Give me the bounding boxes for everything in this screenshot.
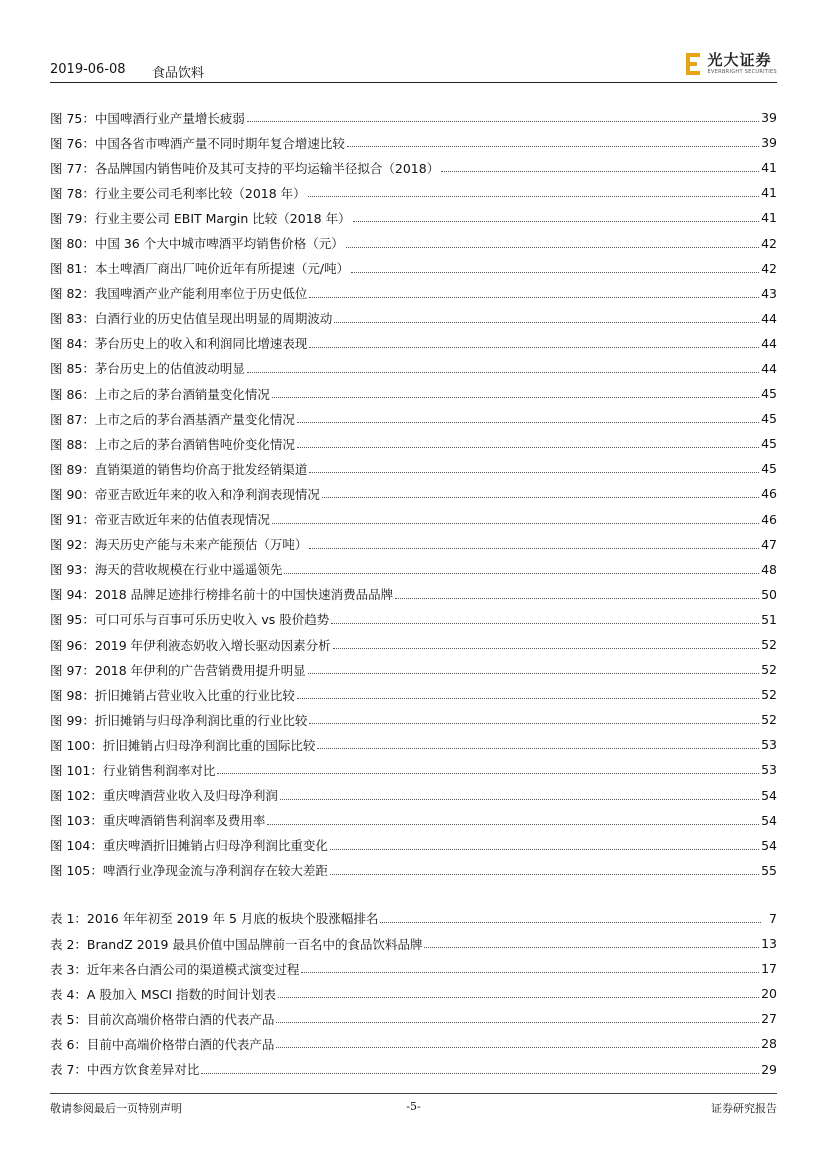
toc-entry-title: 表 6：目前中高端价格带白酒的代表产品 — [50, 1036, 275, 1052]
logo-chinese-name: 光大证券 — [707, 51, 772, 69]
dot-leader — [330, 849, 759, 850]
toc-entry-page: 54 — [761, 787, 777, 803]
toc-entry-title: 图 97：2018 年伊利的广告营销费用提升明显 — [50, 662, 306, 678]
toc-entry-title: 表 4：A 股加入 MSCI 指数的时间计划表 — [50, 986, 277, 1002]
toc-entry-title: 图 83：白酒行业的历史估值呈现出明显的周期波动 — [50, 311, 333, 327]
figure-toc-entry[interactable] — [50, 808, 777, 833]
figure-toc-entry[interactable] — [50, 732, 777, 757]
figure-toc-entry[interactable] — [50, 532, 777, 557]
table-of-contents — [50, 105, 777, 1082]
toc-entry-page: 13 — [761, 936, 777, 952]
figure-toc-entry[interactable] — [50, 381, 777, 406]
table-toc-entry[interactable] — [50, 956, 777, 981]
figure-toc-entry[interactable] — [50, 406, 777, 431]
figure-toc-entry[interactable] — [50, 431, 777, 456]
dot-leader — [297, 698, 759, 699]
toc-entry-title: 图 92：海天历史产能与未来产能预估（万吨） — [50, 537, 308, 553]
dot-leader — [201, 1073, 759, 1074]
figure-toc-entry[interactable] — [50, 205, 777, 230]
figure-toc-entry[interactable] — [50, 682, 777, 707]
dot-leader — [380, 922, 761, 923]
toc-entry-page: 44 — [761, 335, 777, 351]
dot-leader — [309, 723, 759, 724]
table-toc-entry[interactable] — [50, 931, 777, 956]
dot-leader — [353, 221, 760, 222]
dot-leader — [395, 598, 759, 599]
figure-toc-entry[interactable] — [50, 155, 777, 180]
page-footer — [50, 1093, 777, 1118]
logo-english-name: EVERBRIGHT SECURITIES — [707, 69, 777, 75]
toc-entry-title: 图 88：上市之后的茅台酒销售吨价变化情况 — [50, 436, 295, 452]
toc-entry-title: 表 2：BrandZ 2019 最具价值中国品牌前一百名中的食品饮料品牌 — [50, 936, 423, 952]
toc-entry-page: 55 — [761, 862, 777, 878]
toc-entry-title: 图 80：中国 36 个大中城市啤酒平均销售价格（元） — [50, 236, 344, 252]
toc-entry-page: 28 — [761, 1036, 777, 1052]
toc-entry-title: 图 78：行业主要公司毛利率比较（2018 年） — [50, 185, 306, 201]
dot-leader — [309, 472, 759, 473]
figure-toc-entry[interactable] — [50, 281, 777, 306]
toc-entry-title: 图 95：可口可乐与百事可乐历史收入 vs 股价趋势 — [50, 612, 330, 628]
toc-entry-title: 图 93：海天的营收规模在行业中遥遥领先 — [50, 562, 283, 578]
toc-entry-page: 53 — [761, 737, 777, 753]
toc-entry-page: 7 — [769, 910, 777, 926]
toc-entry-title: 图 99：折旧摊销与归母净利润比重的行业比较 — [50, 712, 308, 728]
toc-entry-page: 50 — [761, 586, 777, 602]
toc-entry-title: 图 105：啤酒行业净现金流与净利润存在较大差距 — [50, 863, 328, 879]
toc-entry-title: 表 5：目前次高端价格带白酒的代表产品 — [50, 1011, 275, 1027]
figure-toc-entry[interactable] — [50, 105, 777, 130]
toc-entry-page: 46 — [761, 486, 777, 502]
toc-entry-page: 44 — [761, 360, 777, 376]
toc-entry-title: 表 3：近年来各白酒公司的渠道模式演变过程 — [50, 961, 300, 977]
figure-toc-entry[interactable] — [50, 130, 777, 155]
table-toc-entry[interactable] — [50, 906, 777, 931]
toc-entry-title: 图 90：帝亚吉欧近年来的收入和净利润表现情况 — [50, 486, 320, 502]
dot-leader — [247, 121, 759, 122]
dot-leader — [297, 422, 759, 423]
dot-leader — [309, 347, 759, 348]
toc-entry-page: 17 — [761, 961, 777, 977]
toc-entry-page: 27 — [761, 1011, 777, 1027]
toc-entry-title: 图 104：重庆啤酒折旧摊销占归母净利润比重变化 — [50, 838, 328, 854]
toc-entry-page: 45 — [761, 461, 777, 477]
toc-entry-page: 46 — [761, 511, 777, 527]
toc-entry-page: 52 — [761, 662, 777, 678]
figure-toc-entry[interactable] — [50, 582, 777, 607]
figure-toc-entry[interactable] — [50, 783, 777, 808]
figure-toc-entry[interactable] — [50, 557, 777, 582]
toc-entry-title: 图 84：茅台历史上的收入和利润同比增速表现 — [50, 336, 308, 352]
dot-leader — [351, 272, 759, 273]
dot-leader — [276, 1022, 759, 1023]
dot-leader — [308, 196, 759, 197]
figure-toc-entry[interactable] — [50, 306, 777, 331]
dot-leader — [346, 247, 759, 248]
figure-toc-entry[interactable] — [50, 180, 777, 205]
toc-entry-page: 54 — [761, 812, 777, 828]
toc-entry-title: 图 102：重庆啤酒营业收入及归母净利润 — [50, 788, 278, 804]
toc-entry-page: 43 — [761, 285, 777, 301]
dot-leader — [317, 748, 759, 749]
toc-entry-title: 图 103：重庆啤酒销售利润率及费用率 — [50, 813, 266, 829]
dot-leader — [247, 372, 759, 373]
toc-entry-page: 52 — [761, 712, 777, 728]
toc-entry-page: 44 — [761, 310, 777, 326]
table-toc-entry[interactable] — [50, 1006, 777, 1031]
toc-entry-title: 图 94：2018 品牌足迹排行榜排名前十的中国快速消费品品牌 — [50, 587, 394, 603]
dot-leader — [278, 997, 759, 998]
dot-leader — [424, 947, 759, 948]
dot-leader — [347, 146, 759, 147]
report-sector: 食品饮料 — [152, 66, 205, 81]
page-header — [50, 50, 777, 83]
toc-entry-title: 图 85：茅台历史上的估值波动明显 — [50, 361, 245, 377]
dot-leader — [301, 972, 759, 973]
toc-entry-title: 图 82：我国啤酒产业产能利用率位于历史低位 — [50, 286, 308, 302]
toc-entry-title: 图 79：行业主要公司 EBIT Margin 比较（2018 年） — [50, 210, 351, 226]
everbright-logo-icon — [685, 52, 703, 76]
toc-entry-title: 图 98：折旧摊销占营业收入比重的行业比较 — [50, 687, 295, 703]
dot-leader — [308, 673, 759, 674]
dot-leader — [309, 297, 759, 298]
footer-disclaimer: 敬请参阅最后一页特别声明 — [50, 1102, 182, 1115]
toc-entry-title: 图 75：中国啤酒行业产量增长疲弱 — [50, 110, 245, 126]
toc-entry-page: 45 — [761, 411, 777, 427]
toc-entry-page: 45 — [761, 436, 777, 452]
company-logo — [685, 50, 777, 78]
report-date: 2019-06-08 — [50, 62, 126, 77]
toc-entry-page: 42 — [761, 260, 777, 276]
figure-toc-entry[interactable] — [50, 256, 777, 281]
dot-leader — [297, 447, 759, 448]
toc-entry-page: 48 — [761, 561, 777, 577]
toc-entry-page: 41 — [761, 160, 777, 176]
toc-entry-title: 图 87：上市之后的茅台酒基酒产量变化情况 — [50, 411, 295, 427]
dot-leader — [272, 523, 759, 524]
toc-entry-page: 20 — [761, 986, 777, 1002]
toc-entry-page: 29 — [761, 1061, 777, 1077]
table-toc-entry[interactable] — [50, 981, 777, 1006]
toc-entry-title: 图 96：2019 年伊利液态奶收入增长驱动因素分析 — [50, 637, 331, 653]
dot-leader — [330, 874, 759, 875]
toc-entry-page: 41 — [761, 210, 777, 226]
toc-entry-page: 41 — [761, 185, 777, 201]
figure-toc-entry[interactable] — [50, 632, 777, 657]
figure-toc-entry[interactable] — [50, 607, 777, 632]
toc-entry-title: 图 86：上市之后的茅台酒销量变化情况 — [50, 386, 270, 402]
toc-entry-title: 图 89：直销渠道的销售均价高于批发经销渠道 — [50, 461, 308, 477]
toc-entry-page: 39 — [761, 110, 777, 126]
toc-entry-page: 54 — [761, 837, 777, 853]
toc-entry-page: 51 — [761, 611, 777, 627]
figure-toc-entry[interactable] — [50, 230, 777, 255]
dot-leader — [272, 397, 759, 398]
figure-toc-entry[interactable] — [50, 657, 777, 682]
figure-toc-entry[interactable] — [50, 456, 777, 481]
dot-leader — [331, 623, 759, 624]
figure-toc-entry[interactable] — [50, 356, 777, 381]
dot-leader — [334, 322, 759, 323]
toc-entry-page: 52 — [761, 637, 777, 653]
toc-entry-page: 52 — [761, 687, 777, 703]
figure-toc-entry[interactable] — [50, 707, 777, 732]
toc-entry-title: 图 81：本土啤酒厂商出厂吨价近年有所提速（元/吨） — [50, 261, 350, 277]
toc-entry-title: 表 1：2016 年年初至 2019 年 5 月底的板块个股涨幅排名 — [50, 911, 379, 927]
figure-list — [50, 105, 777, 883]
figure-toc-entry[interactable] — [50, 331, 777, 356]
toc-entry-title: 图 101：行业销售利润率对比 — [50, 762, 216, 778]
toc-entry-title: 表 7：中西方饮食差异对比 — [50, 1062, 200, 1078]
table-toc-entry[interactable] — [50, 1031, 777, 1056]
page-number: -5- — [406, 1100, 421, 1113]
toc-entry-title: 图 77：各品牌国内销售吨价及其可支持的平均运输半径拟合（2018） — [50, 160, 440, 176]
dot-leader — [441, 171, 759, 172]
figure-toc-entry[interactable] — [50, 481, 777, 506]
toc-entry-page: 39 — [761, 135, 777, 151]
dot-leader — [322, 497, 759, 498]
table-toc-entry[interactable] — [50, 1056, 777, 1081]
footer-report-type: 证券研究报告 — [711, 1102, 777, 1115]
toc-entry-title: 图 91：帝亚吉欧近年来的估值表现情况 — [50, 512, 270, 528]
toc-entry-page: 53 — [761, 762, 777, 778]
toc-entry-page: 47 — [761, 536, 777, 552]
figure-toc-entry[interactable] — [50, 858, 777, 883]
figure-toc-entry[interactable] — [50, 833, 777, 858]
toc-entry-page: 42 — [761, 235, 777, 251]
toc-entry-page: 45 — [761, 386, 777, 402]
dot-leader — [217, 773, 759, 774]
toc-entry-title: 图 76：中国各省市啤酒产量不同时期年复合增速比较 — [50, 135, 345, 151]
dot-leader — [280, 799, 759, 800]
dot-leader — [284, 573, 759, 574]
toc-entry-title: 图 100：折旧摊销占归母净利润比重的国际比较 — [50, 737, 316, 753]
figure-toc-entry[interactable] — [50, 757, 777, 782]
figure-toc-entry[interactable] — [50, 507, 777, 532]
dot-leader — [309, 548, 759, 549]
dot-leader — [276, 1047, 759, 1048]
table-list — [50, 906, 777, 1082]
dot-leader — [333, 648, 759, 649]
dot-leader — [267, 824, 759, 825]
